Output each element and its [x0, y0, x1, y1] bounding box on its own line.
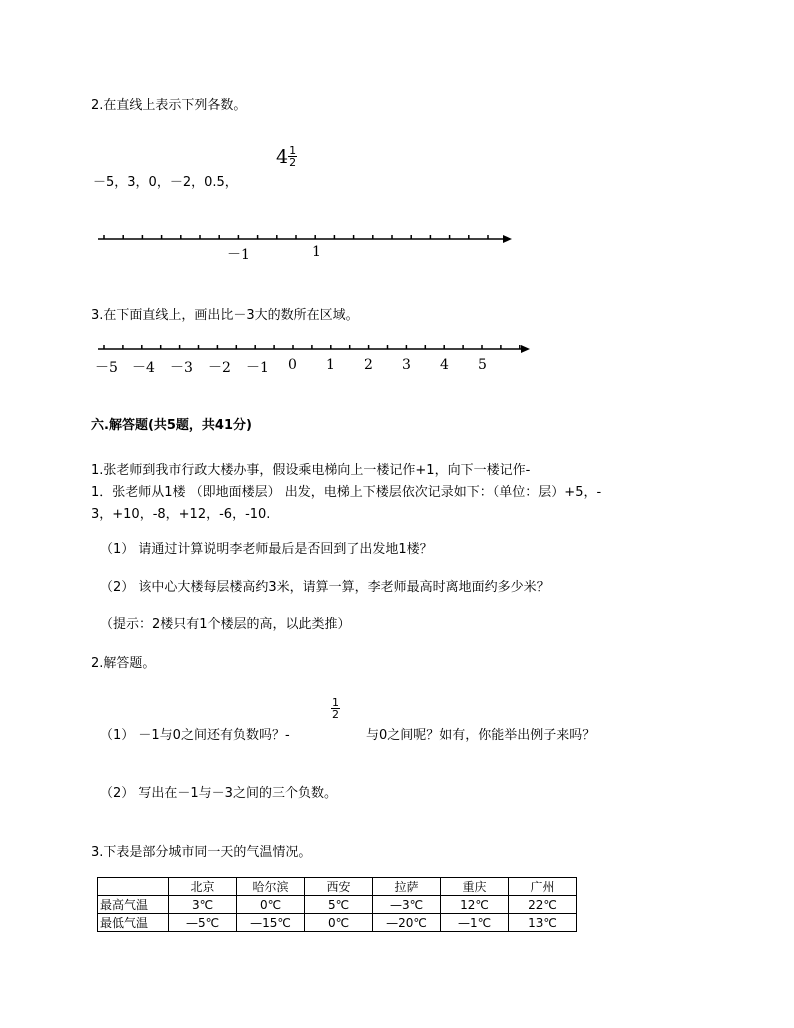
table-cell: 0℃	[237, 896, 305, 914]
q3-line-label: 3	[402, 357, 411, 373]
p2-sub1-b: 与0之间呢？如有，你能举出例子来吗？	[366, 728, 596, 743]
table-cell: 3℃	[169, 896, 237, 914]
q3-line-label: 5	[478, 357, 487, 373]
q2-label-1: 1	[312, 244, 321, 260]
q3-line-label: 0	[288, 357, 297, 373]
p2-sub1-a: （1） －1与0之间还有负数吗？-	[100, 728, 290, 743]
mixed-denominator: 2	[289, 156, 297, 169]
q3-line-label: －3	[170, 360, 193, 376]
p1-sub1: （1） 请通过计算说明李老师最后是否回到了出发地1楼？	[100, 542, 433, 557]
table-header-row	[98, 878, 577, 896]
q3-line-label: 4	[440, 357, 449, 373]
q3-title: 3.在下面直线上，画出比－3大的数所在区域。	[91, 308, 359, 323]
p1-line2: 1．张老师从1楼 （即地面楼层） 出发，电梯上下楼层依次记录如下：（单位：层）+5，-	[91, 485, 602, 500]
q2-numbers: －5，3，0，－2，0.5，	[93, 175, 238, 190]
table-header-cell: 北京	[169, 878, 237, 896]
q3-line-label: －1	[246, 360, 269, 376]
table-header-cell: 广州	[509, 878, 577, 896]
p1-line1: 1.张老师到我市行政大楼办事，假设乘电梯向上一楼记作+1，向下一楼记作-	[91, 463, 531, 478]
q3-line-arrowhead	[521, 345, 530, 353]
p3-title: 3.下表是部分城市同一天的气温情况。	[91, 845, 312, 860]
q3-line-label: －2	[208, 360, 231, 376]
mixed-numerator: 1	[289, 144, 297, 157]
table-cell: 5℃	[305, 896, 373, 914]
table-header-cell: 西安	[305, 878, 373, 896]
table-cell: —5℃	[169, 914, 237, 932]
table-cell: 22℃	[509, 896, 577, 914]
table-row-header: 最高气温	[98, 896, 169, 914]
number-line-q3[interactable]	[0, 0, 794, 380]
p1-hint: （提示：2楼只有1个楼层的高，以此类推）	[100, 617, 351, 632]
p1-line3: 3，+10，-8，+12，-6，-10.	[91, 507, 271, 522]
mixed-whole: 4	[276, 145, 289, 168]
p2-sub2: （2） 写出在－1与－3之间的三个负数。	[100, 786, 337, 801]
table-cell: —15℃	[237, 914, 305, 932]
table-header-cell: 哈尔滨	[237, 878, 305, 896]
q3-line-label: 1	[326, 357, 335, 373]
table-cell: 0℃	[305, 914, 373, 932]
p2-title: 2.解答题。	[91, 656, 156, 671]
p2-fraction	[331, 697, 340, 720]
table-header-cell: 重庆	[441, 878, 509, 896]
q3-line-label: －5	[95, 360, 118, 376]
temperature-table	[97, 877, 577, 932]
q2-label-neg1: －1	[227, 247, 250, 263]
table-cell: 13℃	[509, 914, 577, 932]
table-cell: —3℃	[373, 896, 441, 914]
table-cell: —20℃	[373, 914, 441, 932]
table-corner-cell	[98, 878, 169, 896]
q3-line-label: 2	[364, 357, 373, 373]
table-row	[98, 896, 577, 914]
p1-sub2: （2） 该中心大楼每层楼高约3米，请算一算，李老师最高时离地面约多少米？	[100, 580, 550, 595]
p2-frac-denominator: 2	[332, 708, 339, 721]
p2-frac-numerator: 1	[332, 696, 339, 709]
section-heading: 六.解答题(共5题，共41分)	[91, 418, 252, 433]
table-header-cell: 拉萨	[373, 878, 441, 896]
table-cell: 12℃	[441, 896, 509, 914]
table-row-header: 最低气温	[98, 914, 169, 932]
table-cell: —1℃	[441, 914, 509, 932]
q2-title: 2.在直线上表示下列各数。	[91, 98, 247, 113]
table-row	[98, 914, 577, 932]
q3-line-label: －4	[132, 360, 155, 376]
